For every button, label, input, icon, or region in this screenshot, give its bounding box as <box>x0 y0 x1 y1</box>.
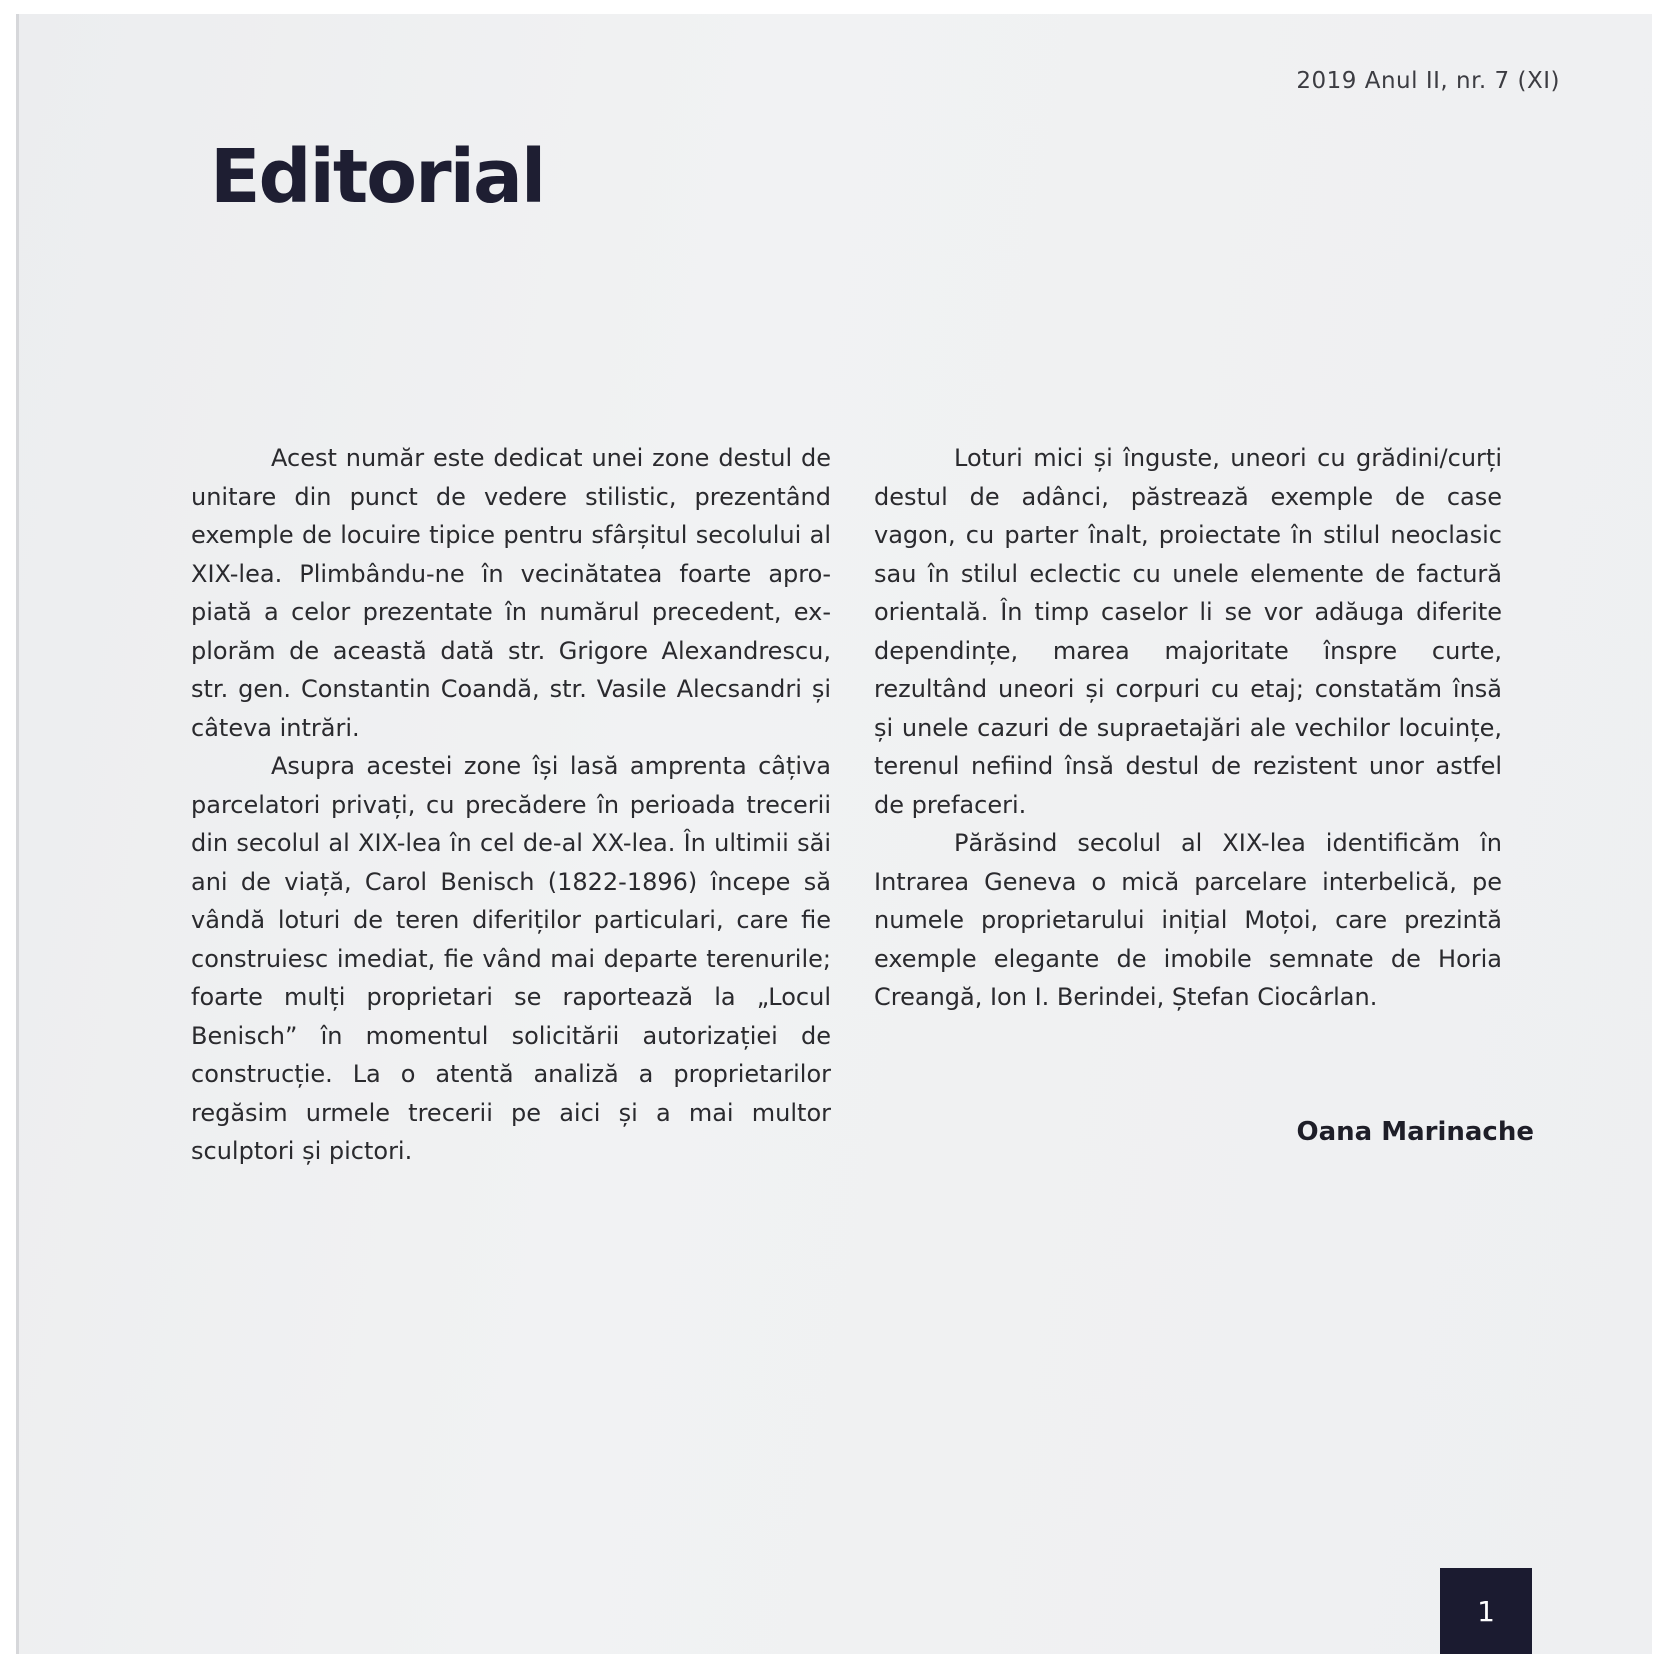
page-title: Editorial <box>210 134 545 220</box>
paragraph: Loturi mici și înguste, uneori cu grădini/curți destul de adânci, păstrează exemple de case vagon, cu parter înalt, proiectate în stilul neoclasic sau în stilul eclectic cu unele elemente de factură orientală. În timp caselor li se vor adăuga diferite dependințe, marea majoritate înspre curte, rezultând uneori și corpuri cu etaj; constatăm însă și unele cazuri de supraetajări ale vechilor locuințe, terenul nefiind însă destul de rezistent unor astfel de prefaceri. <box>874 444 1502 819</box>
paragraph: Asupra acestei zone își lasă amprenta câțiva parcelatori privați, cu precădere în perioada trecerii din secolul al XIX-lea în cel de-al XX-lea. În ultimii săi ani de viață, Carol Benisch (1822-1896) începe să vândă loturi de teren diferiților particulari, care fie construiesc imediat, fie vând mai departe terenurile; foarte mulți proprietari se raportează la „Locul Benisch” în momentul solicitării autorizației de construcție. La o atentă analiză a proprietarilor regăsim urmele trecerii pe aici și a mai multor sculptori și pictori. <box>191 752 831 1165</box>
issue-label: 2019 Anul II, nr. 7 (XI) <box>1296 68 1560 94</box>
paragraph: Acest număr este dedicat unei zone destul de unitare din punct de vedere stilistic, prezentând exemple de locuire tipice pentru sfârșitul secolului al XIX-lea. Plimbându-ne în vecinătatea foarte apropiată a celor prezentate în numărul precedent, explorăm de această dată str. Grigore Alexandrescu, str. gen. Constantin Coandă, str. Vasile Alecsandri și câteva intrări. <box>191 444 831 742</box>
right-column <box>874 439 1502 1017</box>
page <box>16 14 1652 1654</box>
page-number: 1 <box>1440 1568 1532 1654</box>
author-signature: Oana Marinache <box>1296 1117 1534 1147</box>
left-column <box>191 439 831 1171</box>
paragraph: Părăsind secolul al XIX-lea identificăm în Intrarea Geneva o mică parcelare interbelică, pe numele proprietarului inițial Moțoi, care prezintă exemple elegante de imobile semnate de Horia Creangă, Ion I. Berindei, Ștefan Ciocârlan. <box>874 829 1502 1011</box>
